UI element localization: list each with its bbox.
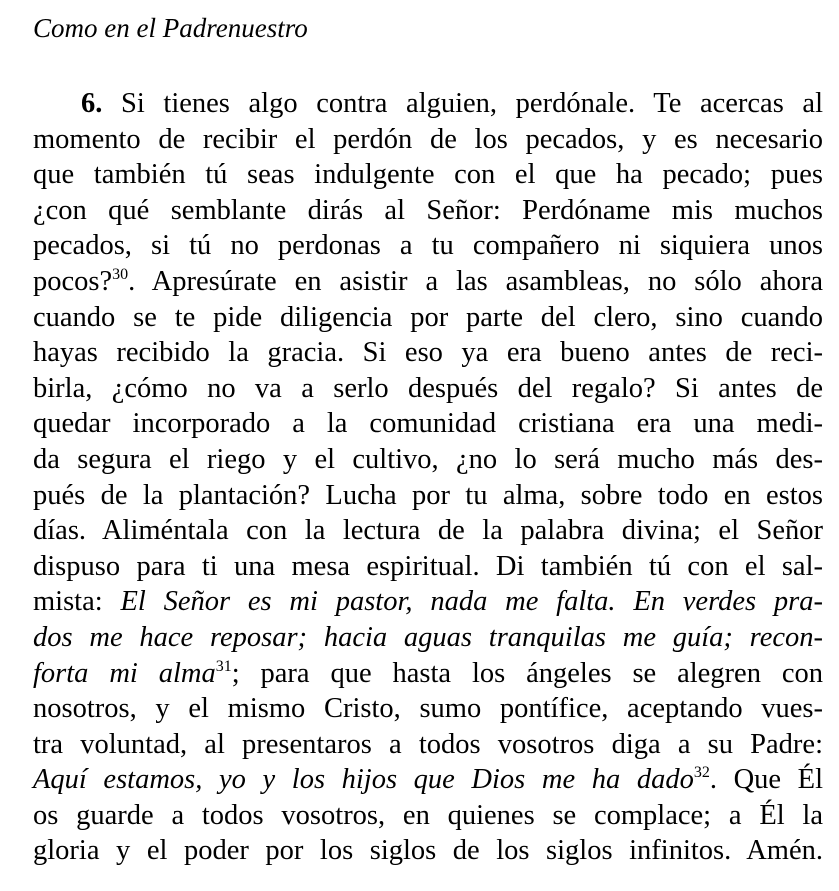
text-run: hayas recibido la gracia. Si eso ya era bueno antes de reci- xyxy=(33,337,823,369)
footnote-ref[interactable]: 30 xyxy=(112,265,129,283)
text-line xyxy=(33,193,823,229)
text-line xyxy=(33,86,823,122)
scripture-quote: Aquí estamos, yo y los hijos que Dios me ha dado xyxy=(33,764,694,796)
text-run: . Que Él xyxy=(709,764,823,796)
paragraph-6 xyxy=(33,86,823,869)
text-line xyxy=(33,727,823,763)
text-run: ; para que hasta los ángeles se alegren con xyxy=(231,657,823,689)
text-line xyxy=(33,656,823,692)
text-line xyxy=(33,335,823,371)
text-run: nosotros, y el mismo Cristo, sumo pontífice, aceptando vues- xyxy=(33,693,823,725)
text-line xyxy=(33,371,823,407)
text-line xyxy=(33,406,823,442)
text-run: quedar incorporado a la comunidad cristiana era una medi- xyxy=(33,408,823,440)
footnote-ref[interactable]: 31 xyxy=(215,657,232,675)
text-line xyxy=(33,478,823,514)
text-run: birla, ¿cómo no va a serlo después del regalo? Si antes de xyxy=(33,372,823,404)
text-line xyxy=(33,798,823,834)
paragraph-number: 6. xyxy=(81,88,103,119)
text-run: días. Aliméntala con la lectura de la palabra divina; el Señor xyxy=(33,515,823,547)
text-run: Si tienes algo contra alguien, perdónale. Te acercas al xyxy=(102,88,823,119)
text-run: pecados, si tú no perdonas a tu compañero ni siquiera unos xyxy=(33,230,823,262)
text-line xyxy=(33,549,823,585)
text-run: ¿con qué semblante dirás al Señor: Perdóname mis muchos xyxy=(33,194,823,226)
text-run: da segura el riego y el cultivo, ¿no lo será mucho más des- xyxy=(33,443,823,475)
text-line xyxy=(33,264,823,300)
text-run: . Apresúrate en asistir a las asambleas, no sólo ahora xyxy=(128,265,823,297)
text-run: que también tú seas indulgente con el que ha pecado; pues xyxy=(33,159,823,191)
running-head: Como en el Padrenuestro xyxy=(33,13,308,43)
text-run: dispuso para ti una mesa espiritual. Di también tú con el sal- xyxy=(33,550,823,582)
footnote-ref[interactable]: 32 xyxy=(693,764,710,782)
text-line xyxy=(33,513,823,549)
text-line xyxy=(33,691,823,727)
text-line xyxy=(33,833,823,869)
text-line xyxy=(33,584,823,620)
text-run: os guarde a todos vosotros, en quienes se complace; a Él la xyxy=(33,799,823,831)
text-line xyxy=(33,157,823,193)
text-run: momento de recibir el perdón de los pecados, y es necesario xyxy=(33,123,823,155)
scripture-quote: forta mi alma xyxy=(33,657,216,689)
text-run: gloria y el poder por los siglos de los siglos infinitos. Amén. xyxy=(33,835,823,867)
text-line xyxy=(33,300,823,336)
text-run: tra voluntad, al presentaros a todos vosotros diga a su Padre: xyxy=(33,728,823,760)
document-page xyxy=(33,8,823,869)
text-run: pués de la plantación? Lucha por tu alma, sobre todo en estos xyxy=(33,479,823,511)
scripture-quote: El Señor es mi pastor, nada me falta. En verdes pra- xyxy=(120,586,823,618)
text-run: mista: xyxy=(33,586,121,618)
text-line xyxy=(33,442,823,478)
text-line xyxy=(33,620,823,656)
text-run: pocos? xyxy=(33,265,113,297)
text-line xyxy=(33,762,823,798)
text-run: cuando se te pide diligencia por parte del clero, sino cuando xyxy=(33,301,823,333)
text-line xyxy=(33,228,823,264)
scripture-quote: dos me hace reposar; hacia aguas tranquilas me guía; recon- xyxy=(33,621,823,653)
text-line xyxy=(33,122,823,158)
